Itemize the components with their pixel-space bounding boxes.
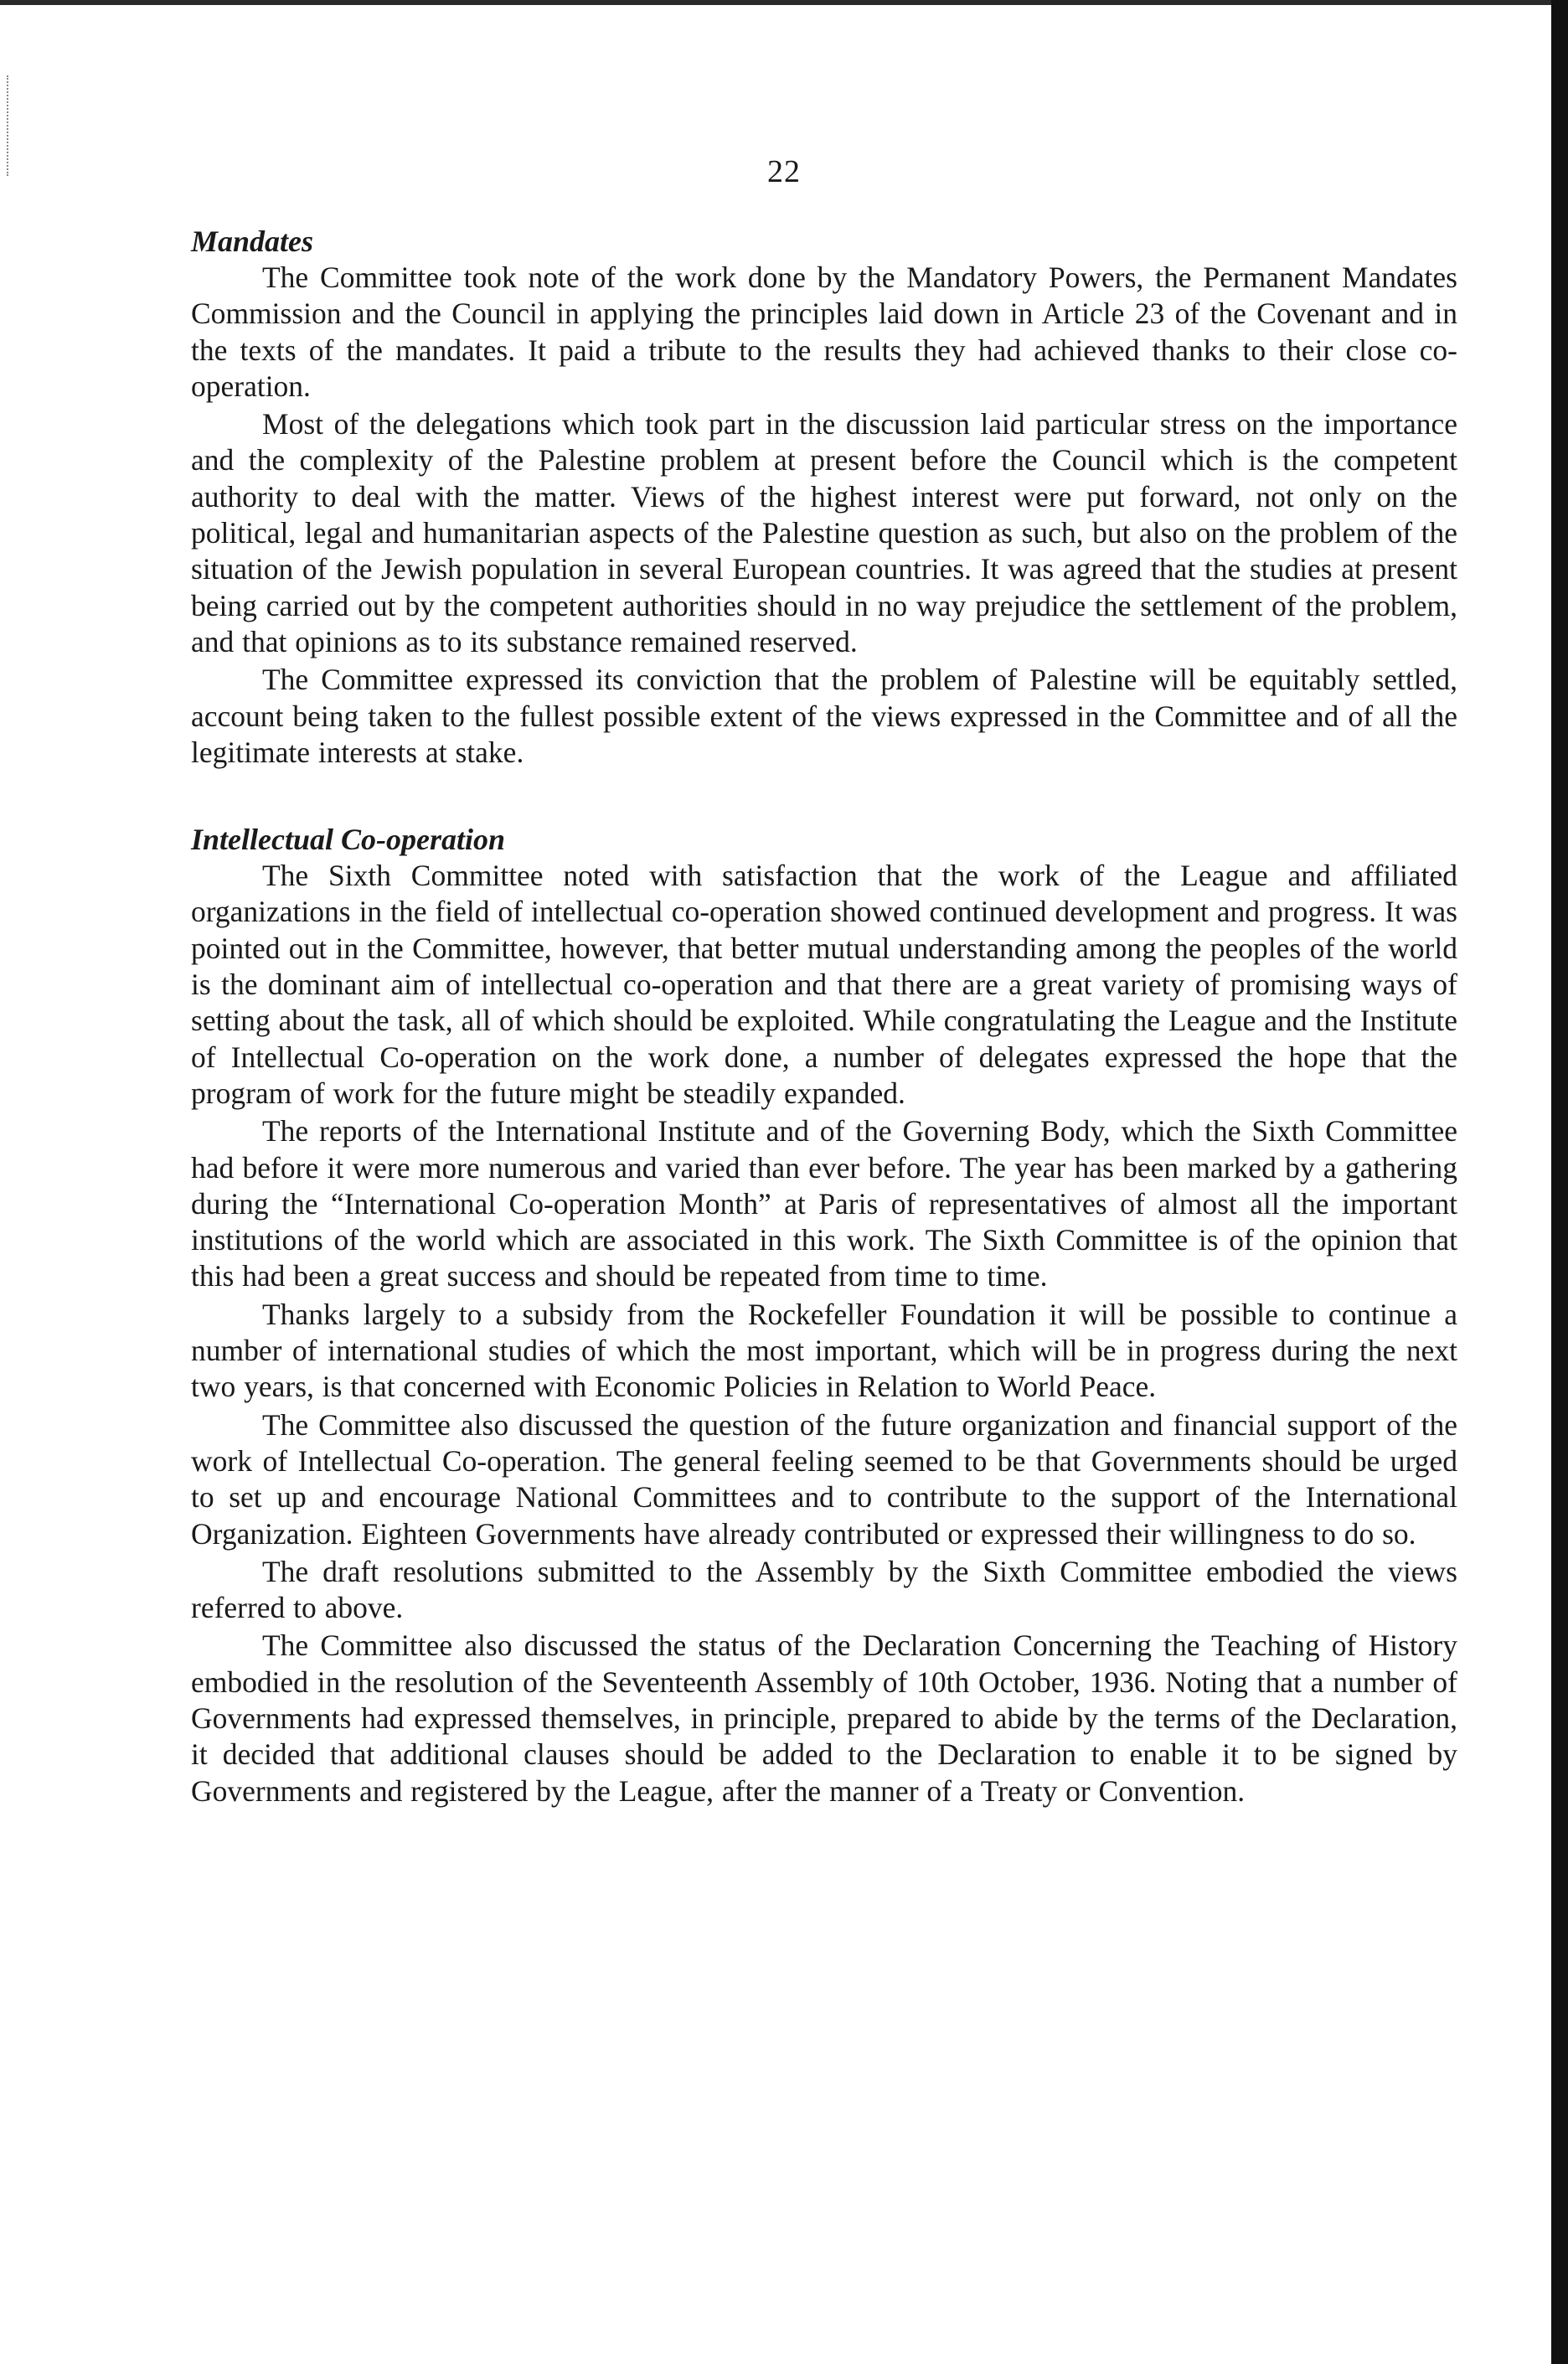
paragraph: The Committee took note of the work done by the Mandatory Powers, the Permanent Mandates Commission and the Council in applying the principles laid down in Article 23 of the Covenant and in the texts of the mandates. It paid a tribute to the results they had achieved thanks to their close co-operation. (191, 261, 1457, 403)
section-mandates (191, 223, 1457, 771)
paragraph: The Committee also discussed the question of the future organization and financial support of the work of Intellectual Co-operation. The general feeling seemed to be that Governments should be urged to set up and encourage National Committees and to contribute to the support of the International Organization. Eighteen Governments have already contributed or expressed their willingness to do so. (191, 1407, 1457, 1551)
scan-top-border (0, 0, 1568, 5)
paragraph: Thanks largely to a subsidy from the Rockefeller Foundation it will be possible to continue a number of international studies of which the most important, which will be in progress during the next two years, is that concerned with Economic Policies in Relation to World Peace. (191, 1297, 1457, 1404)
paragraph: The Sixth Committee noted with satisfaction that the work of the League and affiliated organizations in the field of intellectual co-operation showed continued development and progress. It was pointed out in the Committee, however, that better mutual understanding among the peoples of the world is the dominant aim of intellectual co-operation and that there are a great variety of promising ways of setting about the task, all of which should be exploited. While congratulating the League and the Institute of Intellectual Co-operation on the work done, a number of delegates expressed the hope that the program of work for the future might be steadily expanded. (191, 859, 1457, 1110)
paragraph: Most of the delegations which took part in the discussion laid particular stress on the importance and the complexity of the Palestine problem at present before the Council which is the competent authority to deal with the matter. Views of the highest interest were put forward, not only on the political, legal and humanitarian aspects of the Palestine question as such, but also on the problem of the situation of the Jewish population in several European countries. It was agreed that the studies at present being carried out by the competent authorities should in no way prejudice the settlement of the problem, and that opinions as to its substance remained reserved. (191, 407, 1457, 658)
paragraph: The Committee also discussed the status of the Declaration Concerning the Teaching of History embodied in the resolution of the Seventeenth Assembly of 10th October, 1936. Noting that a number of Governments had expressed themselves, in principle, prepared to abide by the terms of the Declaration, it decided that additional clauses should be added to the Declaration to enable it to be signed by Governments and registered by the League, after the manner of a Treaty or Convention. (191, 1628, 1457, 1808)
page-body (191, 223, 1457, 1811)
section-intellectual-co-operation (191, 821, 1457, 1809)
scan-right-edge (1551, 0, 1568, 2364)
section-heading: Mandates (191, 225, 314, 258)
page-number: 22 (767, 154, 801, 189)
paragraph: The Committee expressed its conviction that the problem of Palestine will be equitably settled, account being taken to the fullest possible extent of the views expressed in the Committee and of all the legitimate interests at stake. (191, 663, 1457, 769)
section-heading: Intellectual Co-operation (191, 823, 506, 857)
paragraph: The reports of the International Institute and of the Governing Body, which the Sixth Committee had before it were more numerous and varied than ever before. The year has been marked by a gathering during the “International Co-operation Month” at Paris of representatives of almost all the important institutions of the world which are associated in this work. The Sixth Committee is of the opinion that this had been a great success and should be repeated from time to time. (191, 1114, 1457, 1293)
paragraph: The draft resolutions submitted to the Assembly by the Sixth Committee embodied the views referred to above. (191, 1554, 1457, 1625)
